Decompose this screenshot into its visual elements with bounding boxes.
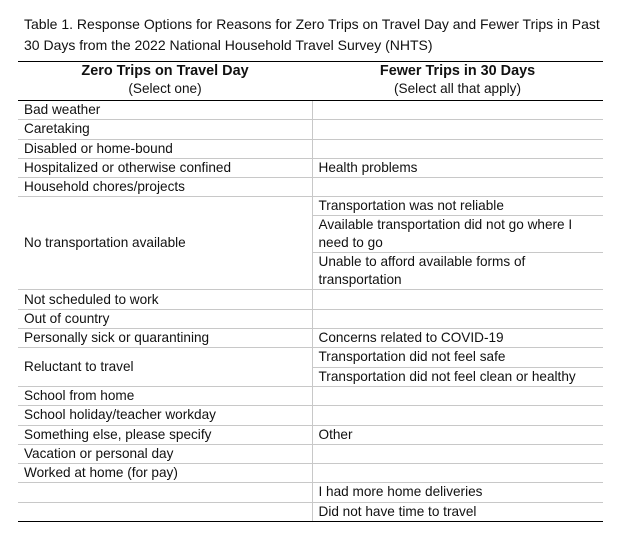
table-row — [18, 178, 603, 197]
fewer-trips-cell: Transportation did not feel safe — [312, 348, 603, 367]
table-row — [18, 101, 603, 120]
zero-trips-cell — [18, 483, 312, 502]
zero-trips-cell: Worked at home (for pay) — [18, 464, 312, 483]
table-row — [18, 139, 603, 158]
zero-trips-cell: School holiday/teacher workday — [18, 406, 312, 425]
fewer-trips-cell: Did not have time to travel — [312, 502, 603, 521]
fewer-trips-cell — [312, 386, 603, 405]
fewer-trips-cell — [312, 101, 603, 120]
column-title: Zero Trips on Travel Day — [81, 63, 249, 79]
table-row — [18, 309, 603, 328]
zero-trips-cell: Bad weather — [18, 101, 312, 120]
zero-trips-cell: No transportation available — [18, 197, 312, 290]
column-title: Fewer Trips in 30 Days — [379, 63, 536, 79]
column-header-zero-trips — [18, 62, 312, 101]
table-row — [18, 406, 603, 425]
fewer-trips-cell: Health problems — [312, 158, 603, 177]
fewer-trips-cell: I had more home deliveries — [312, 483, 603, 502]
fewer-trips-cell — [312, 309, 603, 328]
column-subtitle: (Select one) — [128, 81, 202, 96]
table-row — [18, 197, 603, 216]
column-subtitle: (Select all that apply) — [394, 81, 521, 96]
fewer-trips-cell: Transportation did not feel clean or healthy — [312, 367, 603, 386]
fewer-trips-cell: Concerns related to COVID-19 — [312, 329, 603, 348]
zero-trips-cell — [18, 502, 312, 521]
response-options-table — [18, 61, 603, 522]
fewer-trips-cell: Unable to afford available forms of transportation — [312, 253, 603, 290]
zero-trips-cell: Not scheduled to work — [18, 290, 312, 309]
fewer-trips-cell — [312, 139, 603, 158]
table-row — [18, 483, 603, 502]
zero-trips-cell: Reluctant to travel — [18, 348, 312, 387]
zero-trips-cell: Hospitalized or otherwise confined — [18, 158, 312, 177]
fewer-trips-cell — [312, 444, 603, 463]
table-row — [18, 290, 603, 309]
fewer-trips-cell: Other — [312, 425, 603, 444]
table-row — [18, 502, 603, 521]
fewer-trips-cell — [312, 120, 603, 139]
table-row — [18, 120, 603, 139]
zero-trips-cell: Out of country — [18, 309, 312, 328]
table-row — [18, 329, 603, 348]
table-row — [18, 158, 603, 177]
zero-trips-cell: Caretaking — [18, 120, 312, 139]
zero-trips-cell: Disabled or home-bound — [18, 139, 312, 158]
fewer-trips-cell: Transportation was not reliable — [312, 197, 603, 216]
table-row — [18, 425, 603, 444]
table-caption: Table 1. Response Options for Reasons for Zero Trips on Travel Day and Fewer Trips in Past 30 Days from the 2022 National Household Travel Survey (NHTS) — [24, 16, 600, 53]
fewer-trips-cell — [312, 178, 603, 197]
table-row — [18, 386, 603, 405]
column-header-fewer-trips — [312, 62, 603, 101]
table-row — [18, 444, 603, 463]
zero-trips-cell: School from home — [18, 386, 312, 405]
fewer-trips-cell — [312, 290, 603, 309]
zero-trips-cell: Vacation or personal day — [18, 444, 312, 463]
fewer-trips-cell: Available transportation did not go where I need to go — [312, 216, 603, 253]
zero-trips-cell: Household chores/projects — [18, 178, 312, 197]
fewer-trips-cell — [312, 464, 603, 483]
table-row — [18, 464, 603, 483]
zero-trips-cell: Something else, please specify — [18, 425, 312, 444]
table-row — [18, 348, 603, 367]
fewer-trips-cell — [312, 406, 603, 425]
zero-trips-cell: Personally sick or quarantining — [18, 329, 312, 348]
